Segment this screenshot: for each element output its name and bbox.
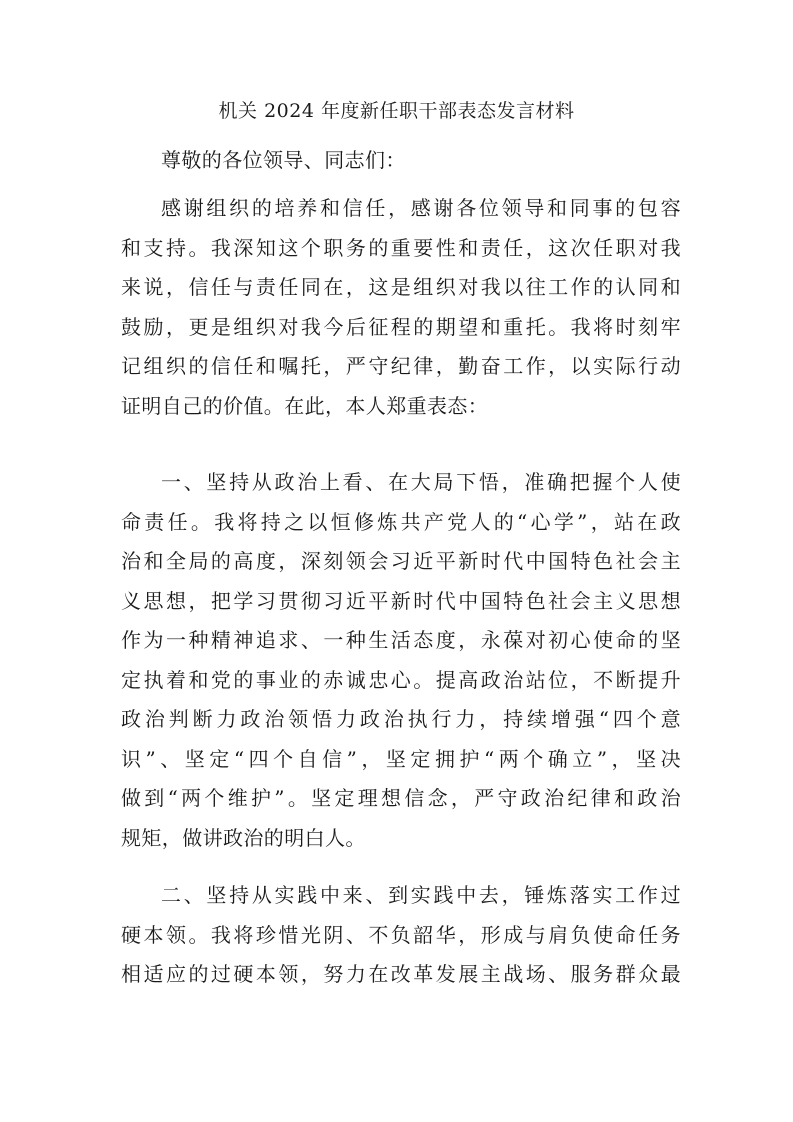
paragraph-line: 做到“两个维护”。坚定理想信念，严守政治纪律和政治 bbox=[121, 786, 681, 810]
paragraph-line: 定执着和党的事业的赤诚忠心。提高政治站位，不断提升 bbox=[121, 667, 681, 692]
paragraph-line: 硬本领。我将珍惜光阴、不负韶华，形成与肩负使命任务 bbox=[121, 922, 681, 947]
document-title: 机关 2024 年度新任职干部表态发言材料 bbox=[218, 100, 575, 122]
greeting bbox=[121, 141, 681, 181]
paragraph-2 bbox=[121, 463, 681, 858]
paragraph-line: 和支持。我深知这个职务的重要性和责任，这次任职对我 bbox=[121, 235, 681, 260]
paragraph-line: 规矩，做讲政治的明白人。 bbox=[121, 825, 366, 850]
paragraph-line: 义思想，把学习贯彻习近平新时代中国特色社会主义思想 bbox=[121, 588, 681, 613]
paragraph-line: 治和全局的高度，深刻领会习近平新时代中国特色社会主 bbox=[121, 549, 681, 573]
paragraph-line: 命责任。我将持之以恒修炼共产党人的“心学”，站在政 bbox=[121, 509, 681, 534]
paragraph-line: 记组织的信任和嘱托，严守纪律，勤奋工作，以实际行动 bbox=[121, 354, 681, 378]
paragraph-1 bbox=[121, 189, 681, 426]
paragraph-line: 一、坚持从政治上看、在大局下悟，准确把握个人使 bbox=[161, 470, 681, 494]
paragraph-line: 证明自己的价值。在此，本人郑重表态： bbox=[121, 393, 489, 418]
greeting-line: 尊敬的各位领导、同志们： bbox=[161, 148, 406, 172]
paragraph-line: 来说，信任与责任同在，这是组织对我以往工作的认同和 bbox=[121, 275, 681, 299]
paragraph-3 bbox=[121, 876, 681, 995]
paragraph-line: 作为一种精神追求、一种生活态度，永葆对初心使命的坚 bbox=[121, 628, 681, 652]
paragraph-line: 相适应的过硬本领，努力在改革发展主战场、服务群众最 bbox=[121, 962, 681, 986]
paragraph-line: 感谢组织的培养和信任，感谢各位领导和同事的包容 bbox=[161, 196, 681, 220]
paragraph-line: 识”、坚定“四个自信”，坚定拥护“两个确立”，坚决 bbox=[121, 746, 681, 771]
paragraph-line: 二、坚持从实践中来、到实践中去，锤炼落实工作过 bbox=[161, 883, 681, 907]
paragraph-line: 鼓励，更是组织对我今后征程的期望和重托。我将时刻牢 bbox=[121, 314, 681, 339]
paragraph-line: 政治判断力政治领悟力政治执行力，持续增强“四个意 bbox=[121, 707, 681, 731]
